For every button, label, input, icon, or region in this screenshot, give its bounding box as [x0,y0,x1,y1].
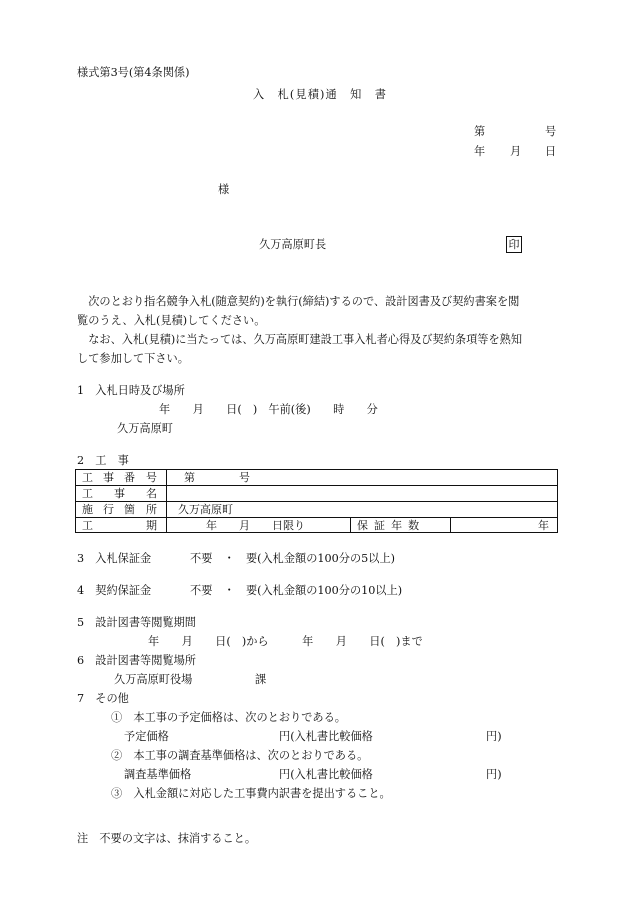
other-item-2: ② 本工事の調査基準価格は、次のとおりである。 [111,749,369,762]
section-2-heading: 2 工 事 [77,454,129,467]
planned-price-close: 円) [486,730,502,743]
date-day: 日 [545,145,557,158]
intro-line-1: 次のとおり指名競争入札(随意契約)を執行(締結)するので、設計図書及び契約書案を閲 [77,295,520,308]
addressee-suffix: 様 [218,183,230,196]
survey-price-yen: 円(入札書比較価格 [279,768,373,781]
section-1-place: 久万高原町 [117,422,173,435]
section-1-heading: 1 入札日時及び場所 [77,384,185,397]
date-month: 月 [510,145,522,158]
work-table [75,469,558,533]
section-6-ka: 課 [255,673,267,686]
section-7-heading: 7 その他 [77,692,129,705]
label-cell: 工 期 [76,518,167,533]
doc-number-dai: 第 [474,125,486,138]
warranty-label: 保証年数 [350,518,451,533]
section-6-heading: 6 設計図書等閲覧場所 [77,654,196,667]
section-4-value: 不要 ・ 要(入札金額の100分の10以上) [190,584,403,597]
doc-number-go: 号 [545,125,557,138]
section-3-heading: 3 入札保証金 [77,552,152,565]
other-item-3: ③ 入札金額に対応した工事費内訳書を提出すること。 [111,787,391,800]
survey-price-label: 調査基準価格 [124,768,192,781]
label-cell: 施 行 箇 所 [76,502,167,517]
section-5-heading: 5 設計図書等閲覧期間 [77,616,196,629]
work-period-value: 年 月 日限り [206,519,305,532]
planned-price-yen: 円(入札書比較価格 [279,730,373,743]
section-1-datetime: 年 月 日( ) 午前(後) 時 分 [159,403,378,416]
intro-line-4: して参加して下さい。 [77,352,189,365]
table-row [76,502,557,518]
note: 注 不要の文字は、抹消すること。 [77,832,257,845]
document-title: 入 札(見積)通 知 書 [253,88,388,101]
section-4-heading: 4 契約保証金 [77,584,152,597]
form-number: 様式第3号(第4条関係) [77,66,190,79]
other-item-1: ① 本工事の予定価格は、次のとおりである。 [111,711,346,724]
survey-price-close: 円) [486,768,502,781]
table-row [76,470,557,486]
section-5-value: 年 月 日( )から 年 月 日( )まで [148,635,423,648]
work-number-value: 第 号 [184,471,250,484]
table-row [76,486,557,502]
intro-line-2: 覧のうえ、入札(見積)してください。 [77,314,266,327]
planned-price-label: 予定価格 [124,730,169,743]
sender-name: 久万高原町長 [259,238,327,251]
label-cell: 工 事 番 号 [76,470,167,485]
date-year: 年 [474,145,486,158]
section-3-value: 不要 ・ 要(入札金額の100分の5以上) [190,552,396,565]
table-row [76,518,557,534]
intro-line-3: なお、入札(見積)に当たっては、久万高原町建設工事入札者心得及び契約条項等を熟知 [77,333,523,346]
label-cell: 工 事 名 [76,486,167,501]
warranty-value: 年 [538,519,549,532]
section-6-place: 久万高原町役場 [114,673,193,686]
seal-stamp: 印 [506,236,522,253]
work-site-value: 久万高原町 [178,503,233,516]
